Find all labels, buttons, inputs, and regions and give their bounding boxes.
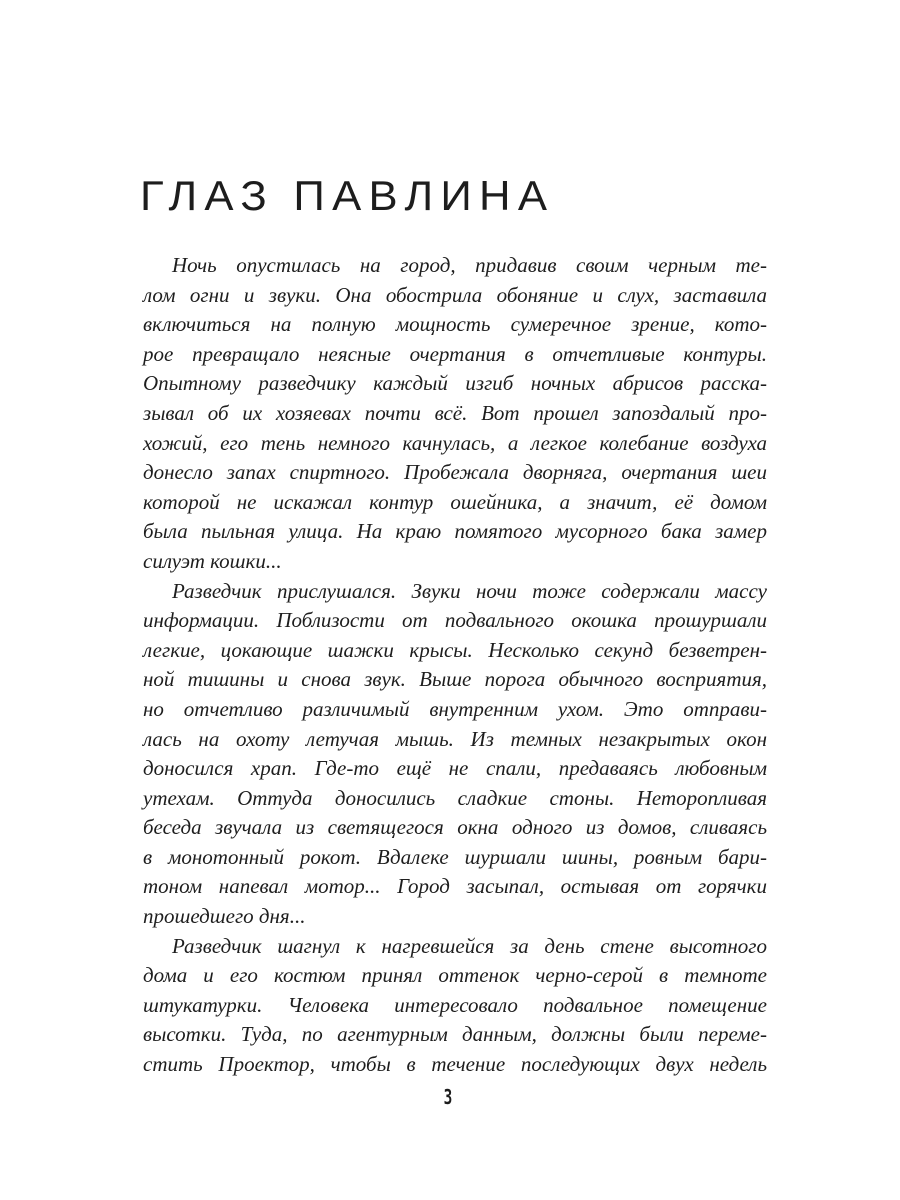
text-line: прошедшего дня... — [143, 904, 306, 929]
text-line: силуэт кошки... — [143, 548, 282, 573]
text-line: дома и его костюм принял оттенок черно-серой в темноте — [143, 963, 767, 988]
text-line: стить Проектор, чтобы в течение последующих двух недель — [143, 1052, 767, 1077]
text-line: Разведчик прислушался. Звуки ночи тоже содержали массу — [172, 578, 767, 603]
text-line: тоном напевал мотор... Город засыпал, остывая от горячки — [143, 874, 767, 899]
text-line: легкие, цокающие шажки крысы. Несколько секунд безветрен- — [143, 637, 767, 662]
text-line: но отчетливо различимый внутренним ухом. Это отправи- — [143, 696, 767, 721]
text-line: штукатурки. Человека интересовало подвальное помещение — [143, 992, 767, 1017]
text-line: лась на охоту летучая мышь. Из темных незакрытых окон — [143, 726, 767, 751]
text-line: ной тишины и снова звук. Выше порога обычного восприятия, — [143, 667, 767, 692]
text-line: которой не искажал контур ошейника, а значит, её домом — [143, 489, 767, 514]
text-line: рое превращало неясные очертания в отчетливые контуры. — [143, 341, 767, 366]
text-line: Опытному разведчику каждый изгиб ночных абрисов расска- — [143, 371, 767, 396]
text-line: информации. Поблизости от подвального окошка прошуршали — [143, 608, 767, 633]
text-line: донесло запах спиртного. Пробежала дворняга, очертания шеи — [143, 460, 767, 485]
text-line: зывал об их хозяевах почти всё. Вот прошел запоздалый про- — [143, 400, 767, 425]
text-line: доносился храп. Где-то ещё не спали, предаваясь любовным — [143, 756, 767, 781]
text-line: Ночь опустилась на город, придавив своим черным те- — [172, 253, 767, 277]
chapter-title: ГЛАЗ ПАВЛИНА — [140, 172, 555, 219]
text-line: высотки. Туда, по агентурным данным, должны были переме- — [143, 1022, 767, 1047]
text-line: была пыльная улица. На краю помятого мусорного бака замер — [143, 519, 767, 544]
text-line: в монотонный рокот. Вдалеке шуршали шины, ровным бари- — [143, 844, 767, 869]
page-number: 3 — [443, 1085, 453, 1109]
body-text — [143, 251, 767, 1080]
text-line: Разведчик шагнул к нагревшейся за день стене высотного — [172, 933, 767, 958]
page-footer — [143, 1085, 753, 1109]
text-line: включиться на полную мощность сумеречное зрение, кото- — [143, 312, 767, 337]
text-line: утехам. Оттуда доносились сладкие стоны. Неторопливая — [143, 785, 767, 810]
text-line: лом огни и звуки. Она обострила обоняние и слух, заставила — [143, 282, 767, 307]
text-line: беседа звучала из светящегося окна одного из домов, сливаясь — [143, 815, 767, 840]
text-line: хожий, его тень немного качнулась, а легкое колебание воздуха — [143, 430, 767, 455]
